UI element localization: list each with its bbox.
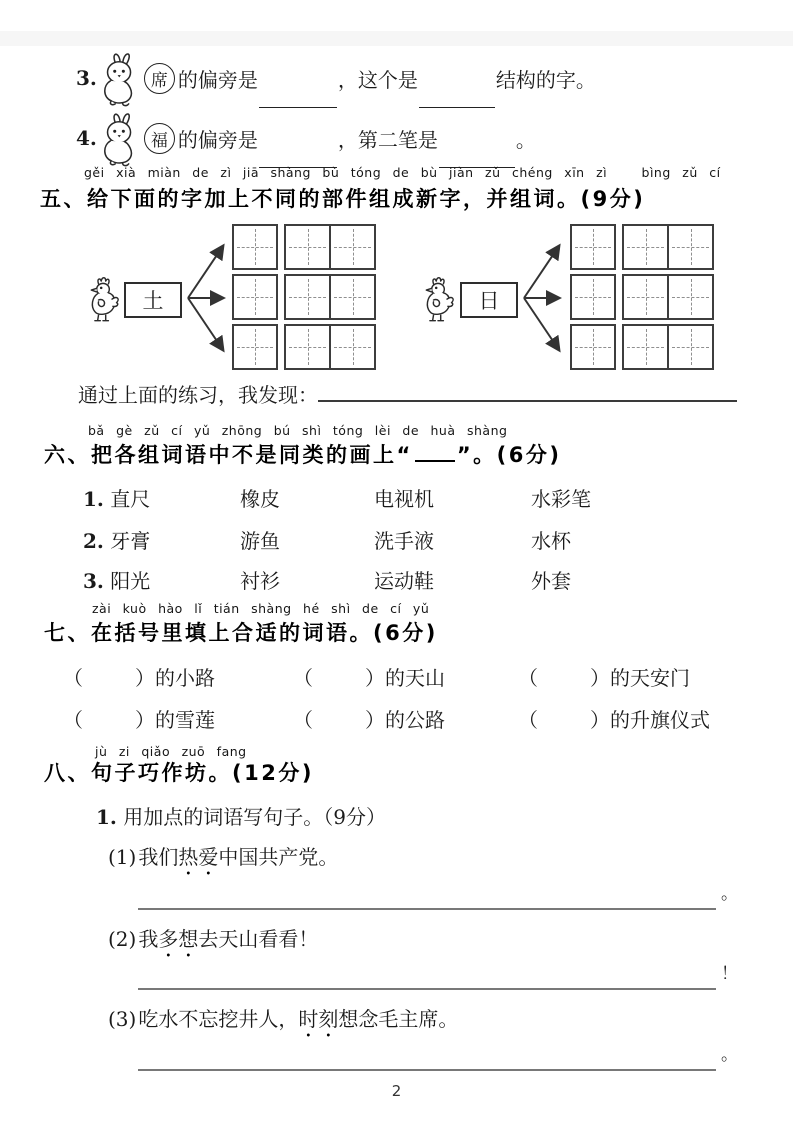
subtask-number: 1. [96, 805, 117, 829]
section-5-title: 五、给下面的字加上不同的部件组成新字，并组词。(9分) [40, 187, 646, 211]
section-6-title [44, 439, 561, 469]
fan-arrows-left [186, 224, 230, 372]
bracket-text: 的升旗仪式 [610, 708, 710, 732]
word-item: 洗手液 [374, 529, 434, 553]
tianzige-cell [284, 324, 330, 370]
sentence-item-2 [108, 923, 318, 962]
bracket-fill-item [63, 704, 215, 733]
question-4-text-1: 的偏旁是 [177, 127, 258, 152]
word-item: 游鱼 [240, 529, 280, 553]
tianzige-cell [330, 274, 376, 320]
sentence-post: 去天山看看！ [198, 927, 319, 951]
bracket-close: ） [365, 666, 385, 690]
answer-line-1 [138, 884, 738, 910]
section-8-subtask [96, 801, 386, 830]
section-6-title-pre: 六、把各组词语中不是同类的画上“ [44, 443, 413, 467]
sentence-dotted-words: 时刻 [298, 1007, 339, 1031]
writing-grid-row [570, 224, 714, 270]
section-7-title: 七、在括号里填上合适的词语。(6分) [44, 621, 438, 645]
section-6-inline-blank [415, 440, 455, 462]
word-item: 直尺 [110, 487, 151, 511]
answer-line-2 [138, 964, 738, 990]
word-item: 牙膏 [110, 529, 151, 553]
bracket-open: （ [518, 666, 538, 690]
subtask-text: 用加点的词语写句子。（9分） [123, 805, 386, 829]
tianzige-cell [232, 274, 278, 320]
bracket-close: ） [365, 708, 385, 732]
sentence-pre: 我 [138, 927, 159, 951]
sentence-item-1 [108, 841, 338, 880]
writing-grid-row [232, 324, 376, 370]
answer-blank-line [138, 894, 716, 910]
word-item: 外套 [531, 569, 571, 593]
rooster-icon [85, 275, 121, 325]
question-4 [76, 108, 536, 168]
bracket-close: ） [590, 666, 610, 690]
rooster-icon [420, 275, 456, 325]
bracket-fill-item [293, 662, 445, 691]
answer-end-punct: ！ [721, 964, 738, 984]
word-item: 电视机 [374, 487, 434, 511]
word-item: 水彩笔 [531, 487, 591, 511]
answer-end-punct: 。 [721, 884, 738, 904]
tianzige-cell [668, 274, 714, 320]
bracket-open: （ [518, 708, 538, 732]
tianzige-cell [570, 224, 616, 270]
sentence-dotted-words: 多想 [158, 927, 199, 951]
answer-line-3 [138, 1045, 738, 1071]
tianzige-cell [284, 274, 330, 320]
sentence-pre: 我们 [138, 845, 179, 869]
tianzige-cell [232, 324, 278, 370]
scan-artifact-band [0, 31, 793, 46]
section-5-pinyin: gěi xià miàn de zì jiā shàng bù tóng de bù jiàn zǔ chéng xīn zì bìng zǔ cí [84, 165, 721, 180]
writing-grid-row [570, 274, 714, 320]
sentence-item-3 [108, 1003, 458, 1042]
question-4-text-3: 。 [515, 127, 536, 152]
sentence-label: (3) [108, 1007, 137, 1031]
bracket-close: ） [590, 708, 610, 732]
word-item: 衬衫 [240, 569, 280, 593]
row-number: 3. [83, 569, 104, 593]
bracket-text: 的天山 [385, 666, 445, 690]
word-item: 橡皮 [240, 487, 280, 511]
tianzige-cell [668, 324, 714, 370]
tianzige-cell [570, 324, 616, 370]
section-6-title-post: ”。(6分) [456, 443, 562, 467]
bracket-text: 的公路 [385, 708, 445, 732]
bracket-open: （ [63, 666, 83, 690]
base-character-box-right: 日 [460, 282, 518, 318]
base-character-box-left: 土 [124, 282, 182, 318]
circled-character: 席 [144, 63, 175, 94]
tianzige-cell [622, 324, 668, 370]
sentence-dotted-words: 热爱 [178, 845, 219, 869]
section-8-title: 八、句子巧作坊。(12分) [44, 761, 314, 785]
reflection-text: 通过上面的练习，我发现： [78, 383, 318, 407]
sentence-label: (1) [108, 845, 137, 869]
bracket-close: ） [135, 666, 155, 690]
writing-grid-row [232, 274, 376, 320]
circled-character: 福 [144, 123, 175, 154]
sentence-post: 中国共产党。 [218, 845, 339, 869]
bracket-close: ） [135, 708, 155, 732]
question-3 [76, 48, 596, 108]
question-3-text-3: 结构的字。 [495, 67, 596, 92]
bracket-fill-item [63, 662, 215, 691]
tianzige-cell [232, 224, 278, 270]
bracket-open: （ [63, 708, 83, 732]
question-4-number: 4. [76, 126, 97, 150]
answer-blank-line [138, 974, 716, 990]
tianzige-cell [622, 224, 668, 270]
answer-end-punct: 。 [721, 1045, 738, 1065]
word-group-row-3 [83, 565, 571, 594]
sentence-post: 想念毛主席。 [338, 1007, 459, 1031]
tianzige-cell [622, 274, 668, 320]
row-number: 2. [83, 529, 104, 553]
question-4-text-2: ，第二笔是 [337, 127, 438, 152]
bracket-open: （ [293, 708, 313, 732]
tianzige-pair [622, 224, 714, 270]
rabbit-icon [97, 109, 143, 167]
tianzige-pair [622, 324, 714, 370]
fan-arrows-right [522, 224, 566, 372]
bracket-fill-item [518, 704, 710, 733]
question-3-number: 3. [76, 66, 97, 90]
question-3-blank-1 [259, 85, 337, 108]
reflection-line [78, 379, 737, 408]
tianzige-cell [330, 224, 376, 270]
word-item: 运动鞋 [374, 569, 434, 593]
bracket-text: 的雪莲 [155, 708, 215, 732]
rabbit-icon [97, 49, 143, 107]
tianzige-cell [570, 274, 616, 320]
question-3-blank-2 [419, 85, 495, 108]
tianzige-cell [668, 224, 714, 270]
tianzige-pair [284, 224, 376, 270]
word-item: 水杯 [531, 529, 571, 553]
writing-grid-row [570, 324, 714, 370]
section-7-pinyin: zài kuò hào lǐ tián shàng hé shì de cí yǔ [92, 601, 430, 616]
bracket-text: 的天安门 [610, 666, 690, 690]
bracket-fill-item [293, 704, 445, 733]
page-number: 2 [391, 1082, 402, 1100]
tianzige-pair [284, 324, 376, 370]
sentence-pre: 吃水不忘挖井人， [138, 1007, 299, 1031]
bracket-open: （ [293, 666, 313, 690]
tianzige-pair [622, 274, 714, 320]
row-number: 1. [83, 487, 104, 511]
sentence-label: (2) [108, 927, 137, 951]
section-6-pinyin: bǎ gè zǔ cí yǔ zhōng bú shì tóng lèi de huà shàng [88, 423, 508, 438]
tianzige-pair [284, 274, 376, 320]
tianzige-cell [330, 324, 376, 370]
question-3-text-1: 的偏旁是 [177, 67, 258, 92]
tianzige-cell [284, 224, 330, 270]
answer-blank-line [138, 1055, 716, 1071]
bracket-text: 的小路 [155, 666, 215, 690]
question-3-text-2: ，这个是 [337, 67, 418, 92]
section-8-pinyin: jù zi qiǎo zuō fang [95, 744, 247, 759]
writing-grid-row [232, 224, 376, 270]
word-group-row-2 [83, 525, 571, 554]
bracket-fill-item [518, 662, 690, 691]
word-group-row-1 [83, 483, 591, 512]
reflection-blank [318, 380, 737, 402]
word-item: 阳光 [110, 569, 151, 593]
